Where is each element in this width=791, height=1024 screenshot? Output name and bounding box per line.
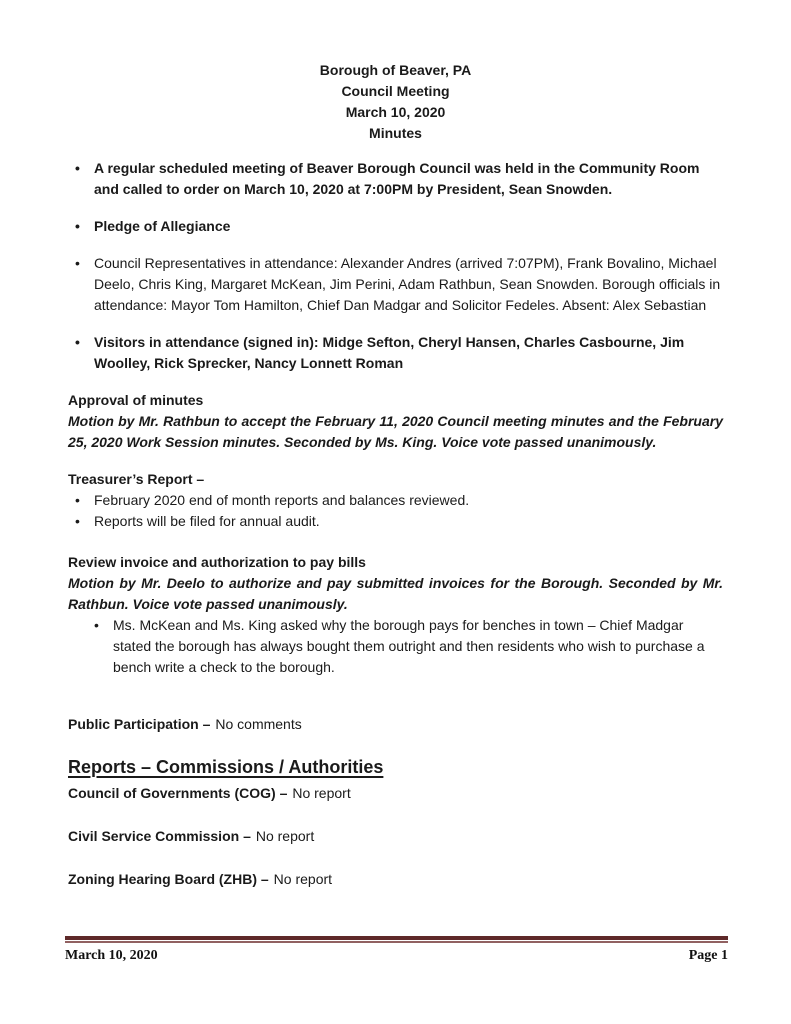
bullet-text-meeting-called: A regular scheduled meeting of Beaver Borough Council was held in the Community Room and called to order on March 10, 2020 at 7:00PM by President, Sean Snowden. <box>94 160 700 197</box>
public-participation-value: No comments <box>215 716 302 732</box>
report-value-zhb: No report <box>273 871 333 887</box>
report-line-zhb <box>68 869 723 890</box>
bullet-text-council-reps: Council Representatives in attendance: Alexander Andres (arrived 7:07PM), Frank Bovalino, Michael Deelo, Chris King, Margaret McKean, Jim Perini, Adam Rathbun, Sean Snowden. Borough officials in attendance: Mayor Tom Hamilton, Chief Dan Madgar and Solicitor Fedeles. Absent: Alex Sebastian <box>94 255 721 313</box>
title-org: Borough of Beaver, PA <box>319 62 472 78</box>
bullet-item-treasurer-reports <box>68 490 723 511</box>
bullet-icon: • <box>75 218 80 234</box>
bullet-item-pledge <box>68 216 723 237</box>
bullet-item-council-reps <box>68 253 723 316</box>
bullet-text-treasurer-audit: Reports will be filed for annual audit. <box>94 513 320 529</box>
reports-section-heading: Reports – Commissions / Authorities <box>68 757 384 777</box>
section-treasurers-report <box>68 469 723 532</box>
bullet-icon: • <box>75 160 80 176</box>
bullet-text-benches: Ms. McKean and Ms. King asked why the borough pays for benches in town – Chief Madgar stated the borough has always bought them outright and then residents who wish to purchase a bench write a check to the borough. <box>113 617 705 675</box>
footer-page-number: Page 1 <box>688 948 728 963</box>
section-review-invoices <box>68 552 723 678</box>
approval-heading: Approval of minutes <box>68 392 204 408</box>
treasurer-heading: Treasurer’s Report – <box>68 471 205 487</box>
bullet-icon: • <box>75 255 80 271</box>
report-value-civil-service: No report <box>255 828 315 844</box>
report-label-civil-service: Civil Service Commission – <box>68 828 251 844</box>
title-date: March 10, 2020 <box>345 104 446 120</box>
bullet-icon: • <box>75 513 80 529</box>
public-participation-line <box>68 714 723 735</box>
bullet-icon: • <box>94 617 99 633</box>
invoices-motion-text: Motion by Mr. Deelo to authorize and pay submitted invoices for the Borough. Seconded by Mr. Rathbun. Voice vote passed unanimously. <box>68 575 723 612</box>
public-participation-label: Public Participation – <box>68 716 211 732</box>
bullet-item-treasurer-audit <box>68 511 723 532</box>
footer-rule-thick <box>65 936 728 940</box>
footer-rule-thin <box>65 941 728 943</box>
report-line-cog <box>68 783 723 804</box>
approval-motion-text: Motion by Mr. Rathbun to accept the February 11, 2020 Council meeting minutes and the February 25, 2020 Work Session minutes. Seconded by Ms. King. Voice vote passed unanimously. <box>68 413 723 450</box>
report-value-cog: No report <box>292 785 351 801</box>
footer-date: March 10, 2020 <box>65 948 158 963</box>
title-block <box>68 60 723 144</box>
bullet-item-benches <box>92 615 723 678</box>
bullet-text-pledge: Pledge of Allegiance <box>94 218 231 234</box>
bullet-item-visitors <box>68 332 723 374</box>
title-minutes: Minutes <box>369 125 422 141</box>
bullet-item-meeting-called <box>68 158 723 200</box>
bullet-icon: • <box>75 334 80 350</box>
invoices-heading: Review invoice and authorization to pay bills <box>68 554 366 570</box>
section-approval-of-minutes <box>68 390 723 453</box>
footer-row <box>65 947 728 965</box>
bullet-text-treasurer-reports: February 2020 end of month reports and balances reviewed. <box>94 492 470 508</box>
report-label-cog: Council of Governments (COG) – <box>68 785 288 801</box>
report-line-civil-service <box>68 826 723 847</box>
title-meeting-type: Council Meeting <box>341 83 450 99</box>
bullet-text-visitors: Visitors in attendance (signed in): Midge Sefton, Cheryl Hansen, Charles Casbourne, Jim Woolley, Rick Sprecker, Nancy Lonnett Roman <box>94 334 685 371</box>
bullet-icon: • <box>75 492 80 508</box>
page-footer <box>65 936 728 965</box>
report-label-zhb: Zoning Hearing Board (ZHB) – <box>68 871 269 887</box>
